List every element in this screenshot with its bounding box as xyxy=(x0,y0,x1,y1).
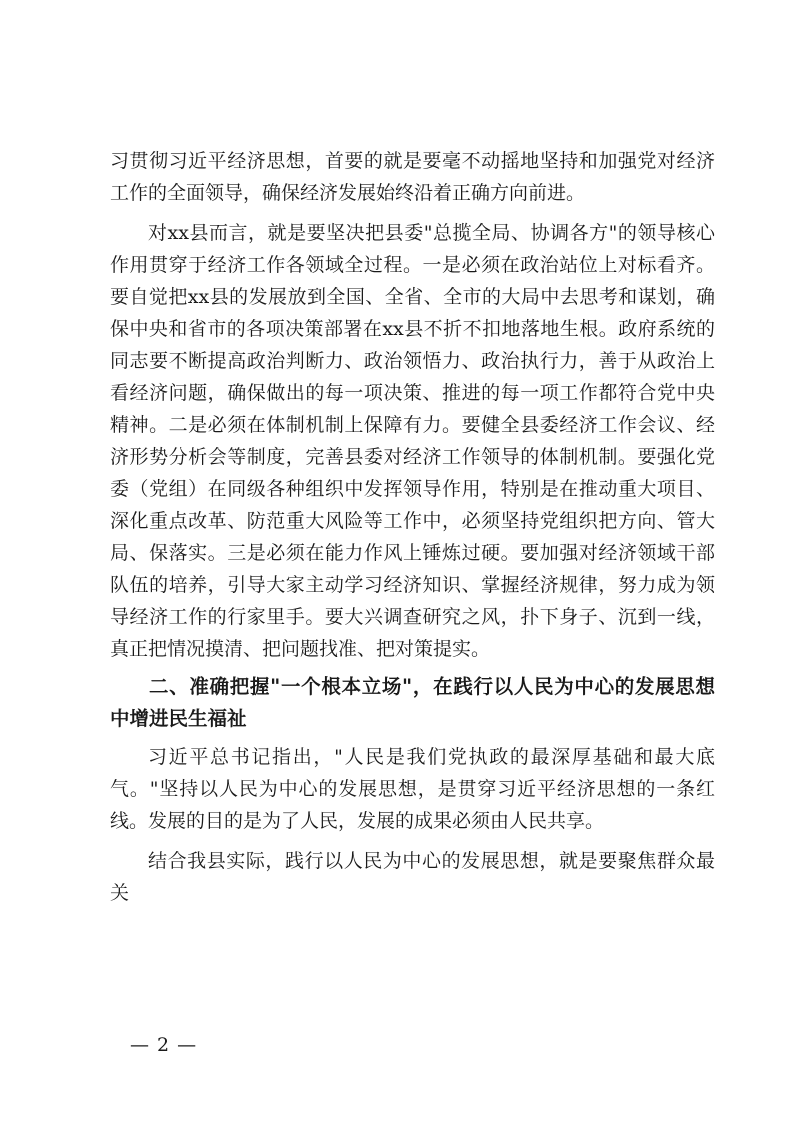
paragraph-party-leadership: 对xx县而言，就是要坚决把县委"总揽全局、协调各方"的领导核心作用贯穿于经济工作各领域全过程。一是必须在政治站位上对标看齐。要自觉把xx县的发展放到全国、全省、全市的大局中去思考和谋划，确保中央和省市的各项决策部署在xx县不折不扣地落地生根。政府系统的同志要不断提高政治判断力、政治领悟力、政治执行力，善于从政治上看经济问题，确保做出的每一项决策、推进的每一项工作都符合党中央精神。二是必须在体制机制上保障有力。要健全县委经济工作会议、经济形势分析会等制度，完善县委对经济工作领导的体制机制。要强化党委（党组）在同级各种组织中发挥领导作用，特别是在推动重大项目、深化重点改革、防范重大风险等工作中，必须坚持党组织把方向、管大局、保落实。三是必须在能力作风上锤炼过硬。要加强对经济领域干部队伍的培养，引导大家主动学习经济知识、掌握经济规律，努力成为领导经济工作的行家里手。要大兴调查研究之风，扑下身子、沉到一线，真正把情况摸清、把问题找准、把对策提实。 xyxy=(110,222,715,660)
document-body xyxy=(110,145,715,909)
paragraph-people-centered: 习近平总书记指出，"人民是我们党执政的最深厚基础和最大底气。"坚持以人民为中心的发展思想，是贯穿习近平经济思想的一条红线。发展的目的是为了人民，发展的成果必须由人民共享。 xyxy=(110,746,715,832)
paragraph-county-practice: 结合我县实际，践行以人民为中心的发展思想，就是要聚焦群众最关 xyxy=(110,850,715,904)
paragraph-continuation: 习贯彻习近平经济思想，首要的就是要毫不动摇地坚持和加强党对经济工作的全面领导，确保经济发展始终沿着正确方向前进。 xyxy=(110,150,715,204)
section-heading-2: 二、准确把握"一个根本立场"，在践行以人民为中心的发展思想中增进民生福祉 xyxy=(110,675,715,730)
page-number: — 2 — xyxy=(130,1034,198,1056)
